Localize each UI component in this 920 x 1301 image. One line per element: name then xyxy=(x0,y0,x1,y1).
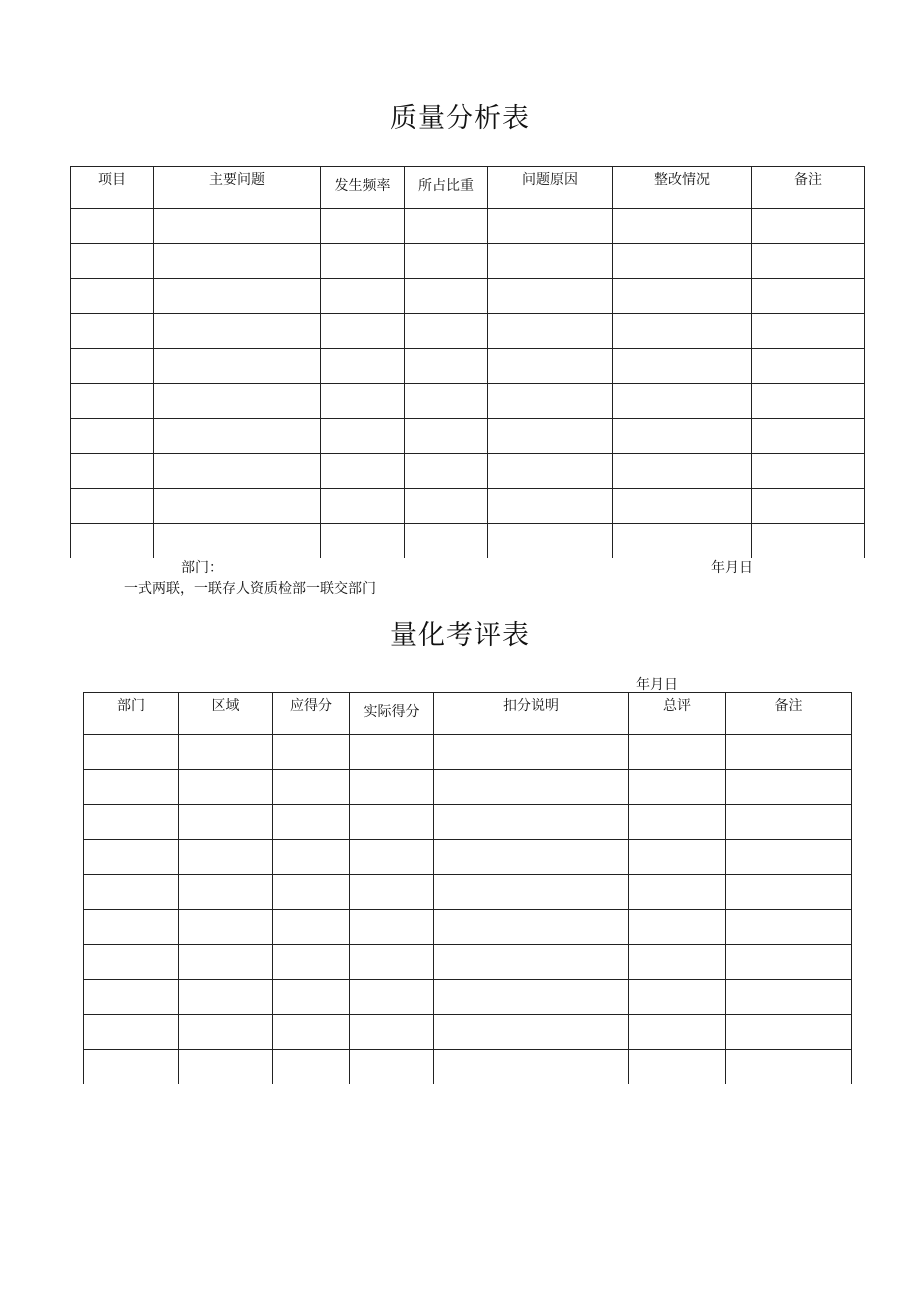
table-cell[interactable] xyxy=(488,524,613,559)
table-cell[interactable] xyxy=(488,489,613,524)
table-cell[interactable] xyxy=(154,489,321,524)
header-area: 区域 xyxy=(179,693,273,735)
table-cell[interactable] xyxy=(488,349,613,384)
table-cell[interactable] xyxy=(321,489,405,524)
table-cell[interactable] xyxy=(488,454,613,489)
header-overall: 总评 xyxy=(629,693,726,735)
table-cell[interactable] xyxy=(613,489,752,524)
table-cell[interactable] xyxy=(405,384,488,419)
table-row xyxy=(84,1050,852,1085)
table-cell[interactable] xyxy=(321,349,405,384)
table-row xyxy=(71,524,865,559)
table-cell[interactable] xyxy=(71,349,154,384)
table-cell[interactable] xyxy=(613,244,752,279)
table-cell[interactable] xyxy=(321,209,405,244)
table-row xyxy=(84,945,852,980)
table-cell[interactable] xyxy=(71,524,154,559)
table-cell[interactable] xyxy=(405,209,488,244)
table-cell[interactable] xyxy=(488,384,613,419)
table-cell[interactable] xyxy=(179,735,273,770)
table-cell[interactable] xyxy=(71,244,154,279)
table-row xyxy=(84,910,852,945)
table-cell[interactable] xyxy=(71,209,154,244)
table-cell[interactable] xyxy=(629,840,726,875)
table-row xyxy=(84,805,852,840)
table-cell[interactable] xyxy=(84,840,179,875)
table-cell[interactable] xyxy=(154,454,321,489)
table-cell[interactable] xyxy=(154,279,321,314)
table-cell[interactable] xyxy=(321,384,405,419)
header-proportion: 所占比重 xyxy=(405,167,488,209)
table-cell[interactable] xyxy=(273,945,350,980)
table-cell[interactable] xyxy=(488,419,613,454)
table-cell[interactable] xyxy=(405,314,488,349)
table-cell[interactable] xyxy=(752,279,865,314)
table-cell[interactable] xyxy=(629,980,726,1015)
table-cell[interactable] xyxy=(350,875,434,910)
table-cell[interactable] xyxy=(179,1015,273,1050)
table-cell[interactable] xyxy=(71,419,154,454)
table-cell[interactable] xyxy=(179,840,273,875)
table-cell[interactable] xyxy=(84,1050,179,1085)
table-cell[interactable] xyxy=(488,209,613,244)
table-cell[interactable] xyxy=(488,279,613,314)
quality-analysis-table xyxy=(70,166,865,558)
table-cell[interactable] xyxy=(434,805,629,840)
table-row xyxy=(71,384,865,419)
table-cell[interactable] xyxy=(629,1050,726,1085)
table-cell[interactable] xyxy=(752,314,865,349)
table-cell[interactable] xyxy=(154,524,321,559)
table-cell[interactable] xyxy=(613,314,752,349)
table-cell[interactable] xyxy=(71,454,154,489)
table-cell[interactable] xyxy=(154,314,321,349)
header-department: 部门 xyxy=(84,693,179,735)
header-rectification: 整改情况 xyxy=(613,167,752,209)
table-cell[interactable] xyxy=(405,244,488,279)
table-cell[interactable] xyxy=(726,980,852,1015)
table-cell[interactable] xyxy=(350,735,434,770)
table-cell[interactable] xyxy=(84,945,179,980)
header-remarks: 备注 xyxy=(752,167,865,209)
table-cell[interactable] xyxy=(405,349,488,384)
evaluation-date-label: 年月日 xyxy=(636,677,678,693)
header-remarks: 备注 xyxy=(726,693,852,735)
header-actual-score: 实际得分 xyxy=(350,693,434,735)
table-cell[interactable] xyxy=(350,1015,434,1050)
table-header-row xyxy=(84,693,852,735)
table-cell[interactable] xyxy=(613,524,752,559)
table-cell[interactable] xyxy=(405,419,488,454)
table-cell[interactable] xyxy=(613,209,752,244)
table-cell[interactable] xyxy=(350,840,434,875)
table-cell[interactable] xyxy=(613,349,752,384)
table-cell[interactable] xyxy=(179,945,273,980)
table-cell[interactable] xyxy=(84,875,179,910)
table-cell[interactable] xyxy=(726,910,852,945)
table-cell[interactable] xyxy=(179,770,273,805)
table-cell[interactable] xyxy=(154,384,321,419)
table-cell[interactable] xyxy=(726,1015,852,1050)
table-cell[interactable] xyxy=(273,1015,350,1050)
table-row xyxy=(84,735,852,770)
table-cell[interactable] xyxy=(726,735,852,770)
table-row xyxy=(71,454,865,489)
table-cell[interactable] xyxy=(752,244,865,279)
table-cell[interactable] xyxy=(84,735,179,770)
table-cell[interactable] xyxy=(321,524,405,559)
table-cell[interactable] xyxy=(273,875,350,910)
table-cell[interactable] xyxy=(179,805,273,840)
quality-date-label: 年月日 xyxy=(711,560,753,576)
table-cell[interactable] xyxy=(434,875,629,910)
table-cell[interactable] xyxy=(321,419,405,454)
table-cell[interactable] xyxy=(752,454,865,489)
table-cell[interactable] xyxy=(629,1015,726,1050)
table-cell[interactable] xyxy=(613,454,752,489)
header-deduction-notes: 扣分说明 xyxy=(434,693,629,735)
table-cell[interactable] xyxy=(84,805,179,840)
table-cell[interactable] xyxy=(405,454,488,489)
table-cell[interactable] xyxy=(350,910,434,945)
table-row xyxy=(84,770,852,805)
table-cell[interactable] xyxy=(726,875,852,910)
table-cell[interactable] xyxy=(84,770,179,805)
table-cell[interactable] xyxy=(71,489,154,524)
table-cell[interactable] xyxy=(434,910,629,945)
table-cell[interactable] xyxy=(752,209,865,244)
table-cell[interactable] xyxy=(179,875,273,910)
header-frequency: 发生频率 xyxy=(321,167,405,209)
table-row xyxy=(84,1015,852,1050)
table-cell[interactable] xyxy=(154,419,321,454)
table-cell[interactable] xyxy=(752,419,865,454)
table-row xyxy=(71,314,865,349)
quantitative-evaluation-table xyxy=(83,692,852,1084)
table-cell[interactable] xyxy=(434,1050,629,1085)
quantitative-evaluation-title: 量化考评表 xyxy=(390,620,530,651)
copies-note: 一式两联，一联存人资质检部一联交部门 xyxy=(124,581,376,597)
table-cell[interactable] xyxy=(405,489,488,524)
table-cell[interactable] xyxy=(629,770,726,805)
table-row xyxy=(71,489,865,524)
table-cell[interactable] xyxy=(434,770,629,805)
table-cell[interactable] xyxy=(350,980,434,1015)
header-main-issue: 主要问题 xyxy=(154,167,321,209)
table-cell[interactable] xyxy=(154,244,321,279)
table-cell[interactable] xyxy=(321,279,405,314)
table-cell[interactable] xyxy=(726,805,852,840)
table-cell[interactable] xyxy=(84,910,179,945)
table-cell[interactable] xyxy=(273,770,350,805)
table-cell[interactable] xyxy=(350,1050,434,1085)
table-cell[interactable] xyxy=(350,805,434,840)
table-cell[interactable] xyxy=(179,910,273,945)
table-cell[interactable] xyxy=(273,840,350,875)
table-cell[interactable] xyxy=(321,314,405,349)
table-cell[interactable] xyxy=(726,1050,852,1085)
table-cell[interactable] xyxy=(273,980,350,1015)
table-row xyxy=(71,419,865,454)
table-row xyxy=(84,980,852,1015)
table-cell[interactable] xyxy=(321,454,405,489)
table-cell[interactable] xyxy=(434,945,629,980)
table-row xyxy=(71,209,865,244)
table-cell[interactable] xyxy=(434,735,629,770)
table-cell[interactable] xyxy=(434,980,629,1015)
table-cell[interactable] xyxy=(488,314,613,349)
table-cell[interactable] xyxy=(629,910,726,945)
table-cell[interactable] xyxy=(752,524,865,559)
table-cell[interactable] xyxy=(488,244,613,279)
table-cell[interactable] xyxy=(71,384,154,419)
table-cell[interactable] xyxy=(629,945,726,980)
table-cell[interactable] xyxy=(71,314,154,349)
quality-analysis-title: 质量分析表 xyxy=(390,103,530,134)
header-item: 项目 xyxy=(71,167,154,209)
table-cell[interactable] xyxy=(273,1050,350,1085)
table-cell[interactable] xyxy=(613,279,752,314)
table-cell[interactable] xyxy=(179,1050,273,1085)
table-cell[interactable] xyxy=(629,875,726,910)
table-cell[interactable] xyxy=(154,209,321,244)
table-cell[interactable] xyxy=(84,980,179,1015)
table-row xyxy=(71,279,865,314)
department-label: 部门： xyxy=(181,560,223,576)
table-cell[interactable] xyxy=(752,489,865,524)
table-row xyxy=(84,840,852,875)
table-cell[interactable] xyxy=(629,805,726,840)
table-cell[interactable] xyxy=(84,1015,179,1050)
table-cell[interactable] xyxy=(154,349,321,384)
table-cell[interactable] xyxy=(726,770,852,805)
table-header-row xyxy=(71,167,865,209)
table-cell[interactable] xyxy=(71,279,154,314)
table-cell[interactable] xyxy=(405,524,488,559)
table-cell[interactable] xyxy=(405,279,488,314)
table-cell[interactable] xyxy=(321,244,405,279)
table-cell[interactable] xyxy=(434,1015,629,1050)
table-cell[interactable] xyxy=(726,945,852,980)
table-cell[interactable] xyxy=(179,980,273,1015)
table-row xyxy=(71,244,865,279)
table-cell[interactable] xyxy=(726,840,852,875)
table-row xyxy=(84,875,852,910)
table-cell[interactable] xyxy=(350,770,434,805)
table-cell[interactable] xyxy=(434,840,629,875)
header-cause: 问题原因 xyxy=(488,167,613,209)
table-cell[interactable] xyxy=(629,735,726,770)
table-cell[interactable] xyxy=(613,419,752,454)
table-cell[interactable] xyxy=(273,910,350,945)
table-cell[interactable] xyxy=(350,945,434,980)
table-cell[interactable] xyxy=(273,805,350,840)
table-cell[interactable] xyxy=(752,349,865,384)
table-cell[interactable] xyxy=(613,384,752,419)
table-cell[interactable] xyxy=(752,384,865,419)
header-due-score: 应得分 xyxy=(273,693,350,735)
table-row xyxy=(71,349,865,384)
table-cell[interactable] xyxy=(273,735,350,770)
